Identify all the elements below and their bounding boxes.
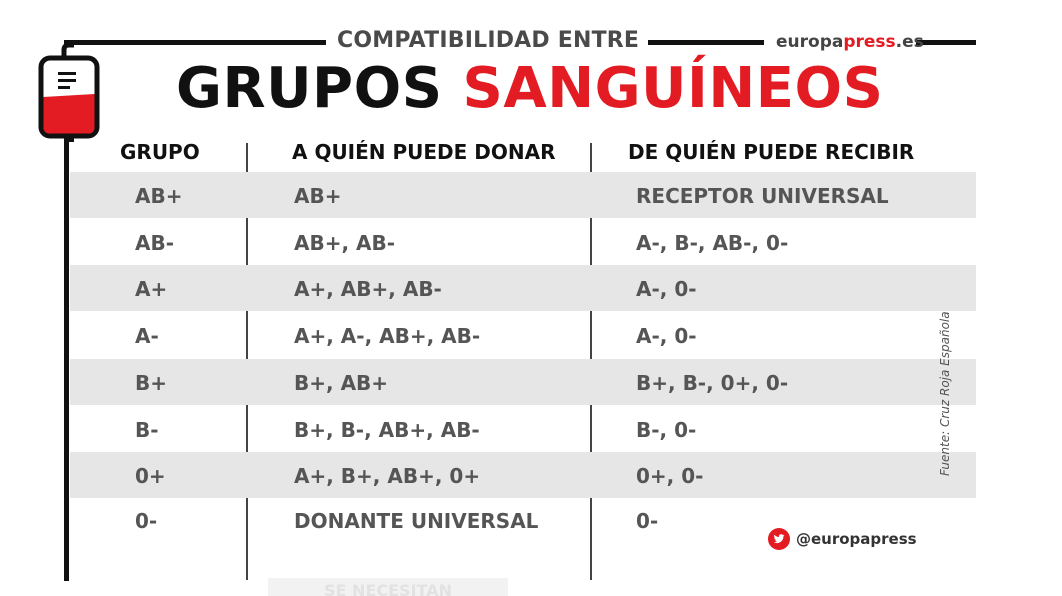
cell-group: AB+ — [135, 184, 183, 208]
cell-group: 0+ — [135, 464, 166, 488]
source-note: Fuente: Cruz Roja Española — [938, 311, 952, 476]
vertical-pole — [64, 138, 69, 581]
cell-group: A+ — [135, 277, 168, 301]
cell-donate: AB+ — [294, 184, 342, 208]
cell-donate: A+, B+, AB+, 0+ — [294, 464, 481, 488]
blood-bag-icon — [34, 42, 104, 142]
cell-group: A- — [135, 324, 159, 348]
table-row — [70, 406, 976, 452]
column-header-recibir: DE QUIÉN PUEDE RECIBIR — [628, 140, 915, 164]
brand-part2: press — [843, 32, 896, 52]
cell-receive: A-, B-, AB-, 0- — [636, 231, 789, 255]
twitter-icon — [768, 528, 790, 550]
cell-donate: A+, AB+, AB- — [294, 277, 442, 301]
table-row — [70, 172, 976, 218]
title-part2: SANGUÍNEOS — [462, 56, 884, 121]
twitter-handle: @europapress — [796, 530, 917, 548]
header-rule-right — [916, 40, 976, 45]
title-part1: GRUPOS — [176, 56, 443, 121]
table-row — [70, 219, 976, 265]
table-row — [70, 359, 976, 405]
cell-group: B+ — [135, 371, 168, 395]
cell-donate: B+, AB+ — [294, 371, 389, 395]
cell-group: B- — [135, 418, 159, 442]
cell-donate: DONANTE UNIVERSAL — [294, 509, 539, 533]
cell-receive: 0- — [636, 509, 659, 533]
twitter-link[interactable] — [768, 528, 917, 550]
cell-receive: 0+, 0- — [636, 464, 704, 488]
cell-donate: B+, B-, AB+, AB- — [294, 418, 480, 442]
header-rule-middle — [648, 40, 764, 45]
table-row — [70, 265, 976, 311]
cell-receive: A-, 0- — [636, 277, 697, 301]
header-subtitle: COMPATIBILIDAD ENTRE — [337, 28, 640, 53]
page-title — [176, 56, 883, 121]
column-header-donar: A QUIÉN PUEDE DONAR — [292, 140, 556, 164]
cell-receive: A-, 0- — [636, 324, 697, 348]
cell-donate: A+, A-, AB+, AB- — [294, 324, 481, 348]
brand-part3: .es — [895, 32, 924, 52]
table-row — [70, 452, 976, 498]
cell-group: AB- — [135, 231, 175, 255]
cell-donate: AB+, AB- — [294, 231, 396, 255]
footer-partial-text: SE NECESITAN — [268, 578, 508, 596]
cell-receive: B+, B-, 0+, 0- — [636, 371, 789, 395]
column-header-grupo: GRUPO — [120, 140, 200, 164]
cell-receive: RECEPTOR UNIVERSAL — [636, 184, 889, 208]
cell-receive: B-, 0- — [636, 418, 697, 442]
cell-group: 0- — [135, 509, 158, 533]
brand-logo[interactable] — [776, 32, 924, 52]
table-row — [70, 312, 976, 358]
brand-part1: europa — [776, 32, 844, 52]
